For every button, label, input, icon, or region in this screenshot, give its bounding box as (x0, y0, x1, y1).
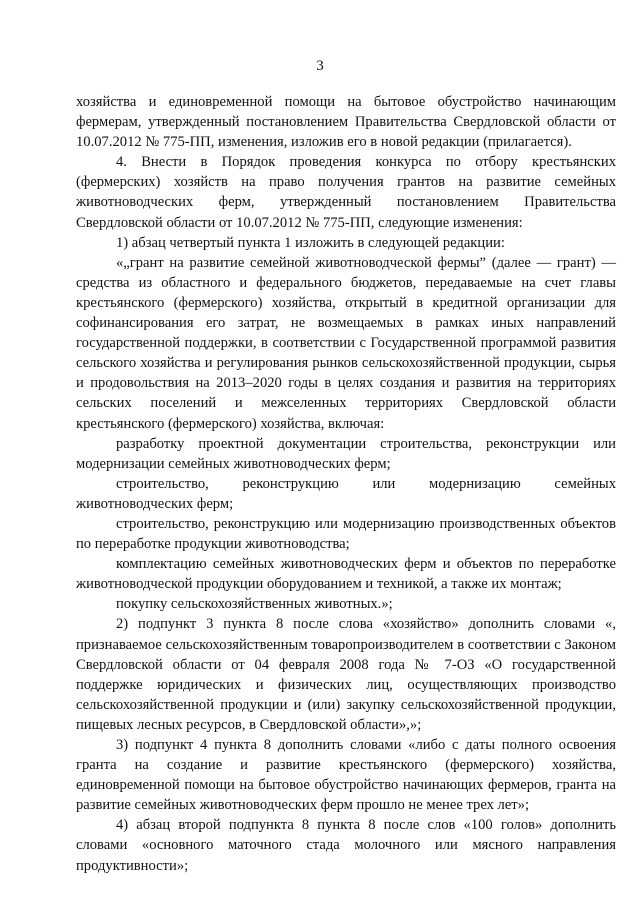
paragraph-12: 4) абзац второй подпункта 8 пункта 8 после слов «100 голов» дополнить словами «основного маточного стада молочного или мясного направления продуктивности»; (76, 817, 616, 874)
paragraph-5: разработку проектной документации строительства, реконструкции или модернизации семейных животноводческих ферм; (76, 435, 616, 472)
paragraph-3: 1) абзац четвертый пункта 1 изложить в следующей редакции: (116, 234, 505, 251)
paragraph-7: строительство, реконструкцию или модернизацию производственных объектов по переработке продукции животноводства; (76, 515, 616, 553)
paragraph-4: «„грант на развитие семейной животноводческой фермы” (далее — грант) — средства из областного и федерального бюджетов, передаваемые на счет главы крестьянского (фермерского) хозяйства, открытый в кредитной организации для софинансирования его затрат, не возмещаемых в рамках иных направлений государственной поддержки, в соответствии с Государственной программой развития сельского хозяйства и регулирования рынков сельскохозяйственной продукции, сырья и продовольствия на 2013–2020 годы в целях создания и развития на территориях сельских поселений и межселенных территориях Свердловской области крестьянского (фермерского) хозяйства, включая: (76, 254, 616, 432)
page-number: 3 (316, 58, 324, 74)
paragraph-10: 2) подпункт 3 пункта 8 после слова «хозяйство» дополнить словами «, признаваемое сельскохозяйственным товаропроизводителем в соответствии с Законом Свердловской области от 04 февраля 2008 года № 7-ОЗ «О государственной поддержке юридических и физических лиц, осуществляющих производство сельскохозяйственной продукции и (или) закупку сельскохозяйственной продукции, пищевых лесных ресурсов, в Свердловской области»,»; (76, 616, 616, 733)
paragraph-8: комплектацию семейных животноводческих ферм и объектов по переработке животноводческой продукции оборудованием и техникой, а также их монтаж; (76, 556, 616, 593)
paragraph-6: строительство, реконструкцию или модернизацию семейных животноводческих ферм; (76, 475, 616, 512)
document-body (76, 92, 616, 876)
paragraph-1: хозяйства и единовременной помощи на бытовое обустройство начинающим фермерам, утвержденный постановлением Правительства Свердловской области от 10.07.2012 № 775-ПП, изменения, изложив его в новой редакции (прилагается). (76, 94, 616, 151)
paragraph-9: покупку сельскохозяйственных животных.»; (116, 596, 393, 613)
paragraph-2: 4. Внести в Порядок проведения конкурса по отбору крестьянских (фермерских) хозяйств на право получения грантов на развитие семейных животноводческих ферм, утвержденный постановлением Правительства Свердловской области от 10.07.2012 № 775-ПП, следующие изменения: (76, 154, 616, 231)
paragraph-11: 3) подпункт 4 пункта 8 дополнить словами «либо с даты полного освоения гранта на создание и развитие крестьянского (фермерского) хозяйства, единовременной помощи на бытовое обустройство начинающих фермеров, гранта на развитие семейных животноводческих ферм прошло не менее трех лет»; (76, 737, 616, 814)
